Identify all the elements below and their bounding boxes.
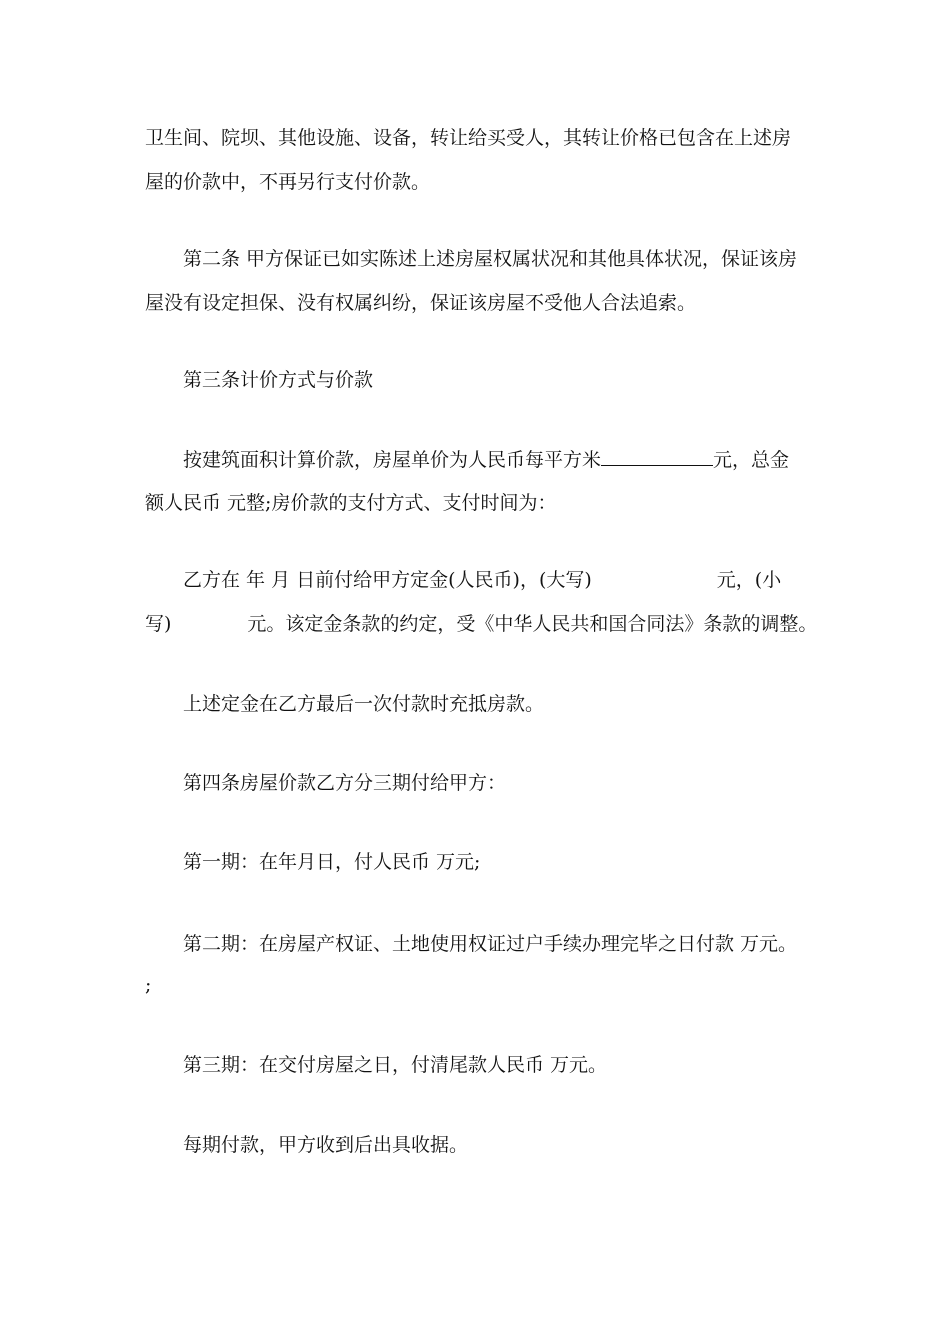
article-4-heading: 第四条房屋价款乙方分三期付给甲方： (183, 772, 507, 794)
pricing-text-a: 按建筑面积计算价款，房屋单价为人民币每平方米 (183, 449, 602, 471)
pricing-line-1 (183, 447, 789, 472)
unit-price-blank[interactable] (601, 447, 713, 466)
installment-1: 第一期：在年月日，付人民币 万元; (183, 851, 481, 873)
pricing-text-b: 元，总金 (713, 449, 790, 471)
installment-2-continuation: ; (145, 974, 152, 996)
deposit-text-a: 乙方在 年 月 日前付给甲方定金(人民币)，(大写) (183, 569, 592, 591)
article-2-line-2: 屋没有设定担保、没有权属纠纷，保证该房屋不受他人合法追索。 (145, 292, 697, 314)
installment-2: 第二期：在房屋产权证、土地使用权证过户手续办理完毕之日付款 万元。 (183, 933, 798, 955)
deposit-offset-line: 上述定金在乙方最后一次付款时充抵房款。 (183, 693, 545, 715)
deposit-text-b: 元，(小 (716, 569, 782, 591)
installment-3: 第三期：在交付房屋之日，付清尾款人民币 万元。 (183, 1054, 608, 1076)
article-3-heading: 第三条计价方式与价款 (183, 369, 374, 391)
article-2-line-1: 第二条 甲方保证已如实陈述上述房屋权属状况和其他具体状况，保证该房 (183, 248, 798, 270)
pricing-line-2: 额人民币 元整;房价款的支付方式、支付时间为： (145, 492, 557, 514)
deposit-line-2 (145, 612, 817, 636)
deposit-line-1 (183, 568, 781, 592)
paragraph-1-line-1: 卫生间、院坝、其他设施、设备，转让给买受人，其转让价格已包含在上述房 (145, 127, 792, 149)
deposit-text-d: 元。该定金条款的约定，受《中华人民共和国合同法》条款的调整。 (247, 613, 818, 635)
deposit-text-c: 写) (145, 613, 172, 635)
paragraph-1-line-2: 屋的价款中，不再另行支付价款。 (145, 171, 431, 193)
receipt-note: 每期付款，甲方收到后出具收据。 (183, 1134, 469, 1156)
